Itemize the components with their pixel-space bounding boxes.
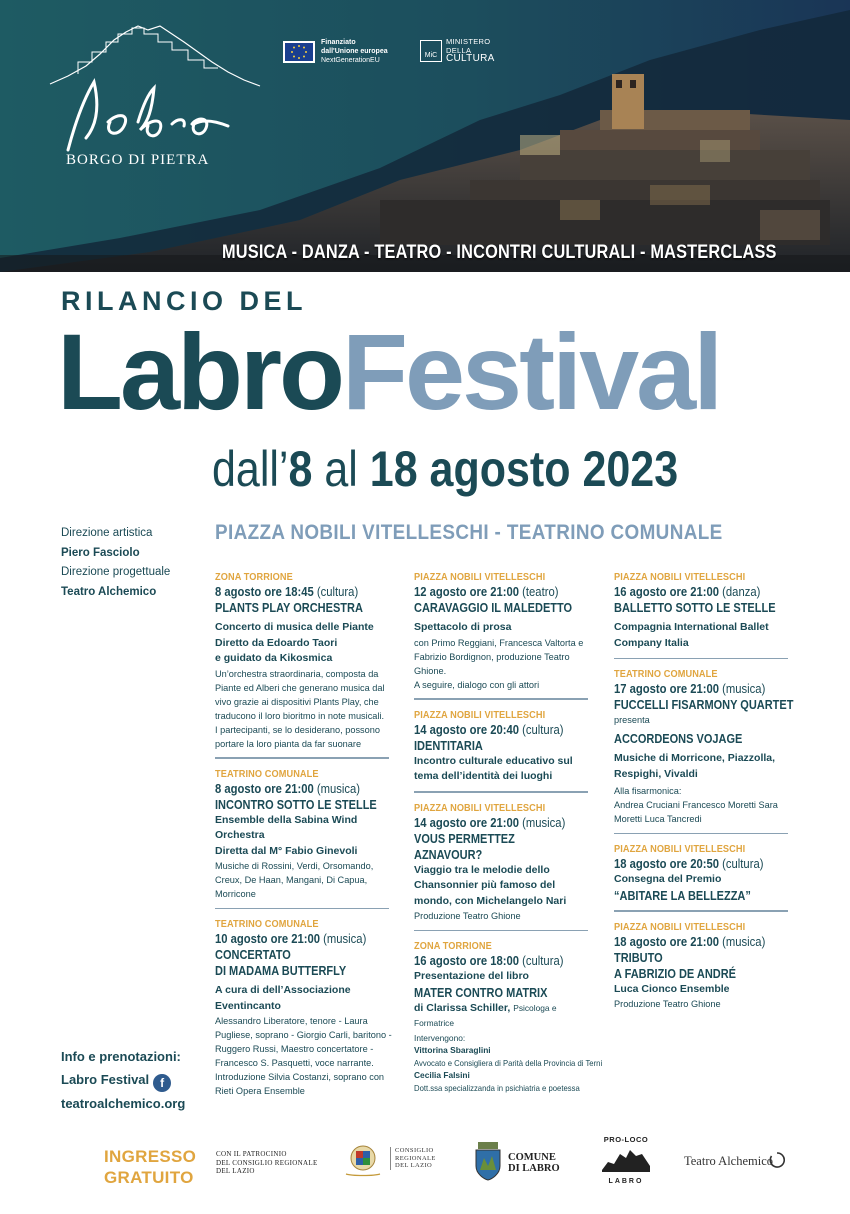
event-date-time: 18 agosto ore 20:50 bbox=[614, 857, 720, 871]
event-description: Alla fisarmonica: bbox=[614, 786, 682, 796]
event-abitare-bellezza bbox=[614, 843, 794, 912]
event-description: Intervengono: bbox=[414, 1032, 466, 1043]
event-category: (musica) bbox=[722, 682, 766, 696]
event-date-time: 8 agosto ore 18:45 bbox=[215, 585, 314, 599]
event-description: Andrea Cruciani Francesco Moretti Sara Moretti Luca Tancredi bbox=[614, 800, 778, 824]
event-aznavour bbox=[414, 802, 594, 932]
event-title: CONCERTATO bbox=[215, 948, 291, 962]
event-title: CARAVAGGIO IL MALEDETTO bbox=[414, 601, 573, 615]
event-balletto bbox=[614, 571, 794, 659]
event-date bbox=[215, 931, 377, 947]
labro-logo bbox=[48, 22, 268, 172]
logo-subtitle: BORGO DI PIETRA bbox=[66, 152, 210, 168]
comune-line2: DI LABRO bbox=[508, 1163, 560, 1174]
event-author bbox=[414, 1001, 594, 1032]
patrocinio-line2: DEL CONSIGLIO REGIONALE bbox=[216, 1158, 318, 1167]
rilancio-heading: RILANCIO DEL bbox=[61, 286, 307, 316]
info-block bbox=[61, 1045, 185, 1115]
dir-art-name: Piero Fasciolo bbox=[61, 546, 140, 559]
dates-middle: al bbox=[312, 441, 370, 497]
event-title: VOUS PERMETTEZ bbox=[414, 831, 515, 846]
event-subtitle: Compagnia International Ballet Company Italia bbox=[614, 621, 769, 649]
village-outline-icon bbox=[48, 22, 268, 152]
event-category: (musica) bbox=[316, 781, 361, 796]
patrocinio-line3: DEL LAZIO bbox=[216, 1167, 255, 1175]
event-date bbox=[215, 584, 377, 600]
event-description: Musiche di Rossini, Verdi, Orsomando, Creux, De Haan, Mangani, Di Capua, Morricone bbox=[215, 861, 374, 899]
event-date-time: 14 agosto ore 21:00 bbox=[414, 815, 520, 830]
event-location: PIAZZA NOBILI VITELLESCHI bbox=[414, 802, 546, 814]
event-date-time: 14 agosto ore 20:40 bbox=[414, 722, 520, 737]
event-category: (musica) bbox=[323, 932, 367, 946]
event-location: PIAZZA NOBILI VITELLESCHI bbox=[614, 921, 746, 933]
speaker-name: Cecilia Falsini bbox=[414, 1070, 470, 1080]
event-location: TEATRINO COMUNALE bbox=[614, 669, 718, 680]
proloco-bottom: LABRO bbox=[608, 1178, 644, 1185]
dir-art-label: Direzione artistica bbox=[61, 527, 153, 539]
teatro-alchemico-logo bbox=[684, 1152, 785, 1169]
event-description: A seguire, dialogo con gli attori bbox=[414, 679, 540, 690]
event-date bbox=[414, 722, 576, 738]
ministry-text bbox=[446, 38, 495, 64]
mic-line2: DELLA bbox=[446, 45, 472, 55]
disciplines-line: MUSICA - DANZA - TEATRO - INCONTRI CULTURALI - MASTERCLASS bbox=[222, 242, 777, 263]
ingresso-line2: GRATUITO bbox=[104, 1168, 194, 1187]
event-title: ACCORDEONS VOJAGE bbox=[614, 732, 743, 746]
event-location: PIAZZA NOBILI VITELLESCHI bbox=[614, 572, 746, 583]
program-column-3 bbox=[614, 571, 794, 1028]
festival-title bbox=[57, 311, 721, 432]
direction-credits bbox=[61, 524, 170, 602]
event-subtitle: Presentazione del libro bbox=[414, 970, 529, 982]
event-location: ZONA TORRIONE bbox=[414, 941, 492, 952]
event-title: DI MADAMA BUTTERFLY bbox=[215, 964, 347, 978]
event-date-time: 18 agosto ore 21:00 bbox=[614, 934, 720, 949]
event-author-role: Psicologa e Formatrice bbox=[414, 1002, 557, 1028]
event-title: MATER CONTRO MATRIX bbox=[414, 985, 548, 1000]
eu-funding-badge bbox=[283, 38, 388, 65]
event-location: ZONA TORRIONE bbox=[215, 572, 293, 583]
event-date bbox=[614, 584, 776, 600]
event-description: Produzione Teatro Ghione bbox=[414, 911, 521, 921]
patronage-text bbox=[216, 1150, 318, 1176]
proloco-top: PRO-LOCO bbox=[603, 1135, 649, 1144]
event-author-name: di Clarissa Schiller, bbox=[414, 1001, 511, 1014]
event-date-time: 16 agosto ore 21:00 bbox=[614, 585, 720, 599]
patrocinio-line1: CON IL PATROCINIO bbox=[216, 1150, 287, 1158]
consiglio-line3: DEL LAZIO bbox=[395, 1162, 433, 1169]
event-date bbox=[414, 815, 576, 831]
event-category: (cultura) bbox=[522, 722, 564, 737]
event-title: TRIBUTO bbox=[614, 950, 663, 965]
event-subtitle: Incontro culturale educativo sul tema dell’identità dei luoghi bbox=[414, 754, 573, 782]
venue-line: PIAZZA NOBILI VITELLESCHI - TEATRINO COMUNALE bbox=[215, 521, 723, 544]
regional-council-crest-icon bbox=[342, 1142, 384, 1183]
proloco-logo bbox=[600, 1135, 652, 1185]
comune-line1: COMUNE bbox=[508, 1152, 556, 1163]
speaker-role: Avvocato e Consigliera di Parità della Provincia di Terni bbox=[414, 1057, 603, 1068]
event-location: PIAZZA NOBILI VITELLESCHI bbox=[414, 709, 546, 721]
facebook-label: Labro Festival bbox=[61, 1072, 150, 1087]
event-description: Alessandro Liberatore, tenore - Laura Pugliese, soprano - Giorgio Carli, baritono - Ruggero Russi, Maestro concertatore - Francesco S. Pasquetti, voce narrante. Introduzione Silvia Costanzi, soprano con Rieti Opera Ensemble bbox=[215, 1016, 392, 1096]
event-title: BALLETTO SOTTO LE STELLE bbox=[614, 601, 776, 615]
event-category: (danza) bbox=[722, 585, 761, 599]
event-location: TEATRINO COMUNALE bbox=[215, 768, 319, 780]
event-subtitle: Spettacolo di prosa bbox=[414, 621, 512, 633]
festival-dates bbox=[212, 441, 679, 497]
event-title: “ABITARE LA BELLEZZA” bbox=[614, 888, 751, 903]
speaker-role: Dott.ssa specializzanda in psichiatria e poetessa bbox=[414, 1082, 580, 1093]
program-column-1 bbox=[215, 571, 395, 1115]
event-date-time: 10 agosto ore 21:00 bbox=[215, 932, 321, 946]
event-date bbox=[614, 856, 776, 872]
event-subtitle: Consegna del Premio bbox=[614, 873, 722, 885]
event-date bbox=[414, 584, 576, 600]
event-mater-matrix bbox=[414, 940, 603, 1102]
website-link[interactable]: teatroalchemico.org bbox=[61, 1096, 186, 1111]
event-subtitle: Concerto di musica delle Piante bbox=[215, 621, 374, 633]
event-category: (teatro) bbox=[522, 585, 559, 599]
event-description: presenta bbox=[614, 715, 650, 725]
event-date-time: 17 agosto ore 21:00 bbox=[614, 682, 720, 696]
comune-text bbox=[508, 1152, 560, 1174]
dir-prog-name: Teatro Alchemico bbox=[61, 585, 157, 598]
event-subtitle: Luca Cionco Ensemble bbox=[614, 982, 730, 995]
dates-end: 18 agosto 2023 bbox=[369, 441, 679, 497]
event-description: con Primo Reggiani, Francesca Valtorta e Fabrizio Bordignon, produzione Teatro Ghione. bbox=[414, 637, 584, 676]
event-subtitle: Musiche di Morricone, Piazzolla, Respighi, Vivaldi bbox=[614, 752, 776, 780]
event-title: IDENTITARIA bbox=[414, 738, 483, 753]
facebook-link[interactable] bbox=[61, 1068, 185, 1092]
program-column-2 bbox=[414, 571, 603, 1111]
event-date-time: 8 agosto ore 21:00 bbox=[215, 781, 314, 796]
mic-badge-text: MiC bbox=[424, 51, 438, 59]
eu-line3: NextGenerationEU bbox=[321, 57, 380, 64]
event-category: (cultura) bbox=[316, 585, 359, 599]
event-incontro-stelle bbox=[215, 768, 395, 910]
header-banner bbox=[0, 0, 850, 272]
dir-prog-label: Direzione progettuale bbox=[61, 566, 171, 578]
ingresso-line1: INGRESSO bbox=[104, 1147, 197, 1166]
event-date bbox=[614, 681, 776, 697]
event-subtitle: Viaggio tra le melodie dello Chansonnier più famoso del mondo, con Michelangelo Nari bbox=[414, 863, 567, 907]
event-title: FUCCELLI FISARMONY QUARTET bbox=[614, 698, 794, 712]
event-date bbox=[414, 953, 576, 969]
event-subtitle: A cura di dell’Associazione Eventincanto bbox=[215, 984, 351, 1012]
eu-flag-icon bbox=[283, 41, 315, 63]
event-madama-butterfly bbox=[215, 918, 395, 1106]
event-title: PLANTS PLAY ORCHESTRA bbox=[215, 601, 363, 615]
consiglio-line1: CONSIGLIO bbox=[395, 1147, 434, 1154]
event-category: (musica) bbox=[722, 934, 766, 949]
free-entry-label bbox=[104, 1146, 196, 1188]
comune-crest-icon bbox=[472, 1140, 504, 1187]
eu-line1: Finanziato bbox=[321, 39, 356, 46]
event-identitaria bbox=[414, 709, 594, 793]
info-label: Info e prenotazioni: bbox=[61, 1049, 181, 1064]
speaker-name: Vittorina Sbaraglini bbox=[414, 1045, 491, 1055]
event-location: TEATRINO COMUNALE bbox=[215, 919, 319, 930]
event-description: I partecipanti, se lo desiderano, possono portare la loro pianta da far suonare bbox=[215, 724, 380, 749]
dates-prefix: dall’ bbox=[212, 441, 289, 497]
facebook-icon: f bbox=[153, 1074, 171, 1092]
proloco-village-icon bbox=[600, 1144, 652, 1174]
event-description: Un’orchestra straordinaria, composta da Piante ed Alberi che generano musica dal vivo grazie ai dispositivi Plants Play, che traducono il loro bioritmo in note musicali. bbox=[215, 668, 385, 721]
dates-start: 8 bbox=[288, 441, 313, 497]
event-caravaggio bbox=[414, 571, 594, 700]
event-fisarmony bbox=[614, 668, 794, 834]
event-subtitle: e guidato da Kikosmica bbox=[215, 652, 333, 664]
mic-line3: CULTURA bbox=[446, 53, 495, 64]
event-date bbox=[215, 781, 377, 797]
regional-council-text bbox=[390, 1147, 436, 1170]
event-title: INCONTRO SOTTO LE STELLE bbox=[215, 797, 377, 812]
ministry-badge bbox=[420, 38, 495, 64]
consiglio-line2: REGIONALE bbox=[395, 1154, 436, 1162]
event-title: A FABRIZIO DE ANDRÉ bbox=[614, 966, 737, 981]
event-location: PIAZZA NOBILI VITELLESCHI bbox=[614, 844, 746, 855]
event-date bbox=[614, 934, 776, 950]
event-date-time: 12 agosto ore 21:00 bbox=[414, 585, 520, 599]
event-title: AZNAVOUR? bbox=[414, 847, 483, 862]
event-plants-play bbox=[215, 571, 395, 759]
event-subtitle: Diretto da Edoardo Taori bbox=[215, 636, 338, 649]
eu-line2: dall'Unione europea bbox=[321, 48, 388, 55]
mic-logo-icon bbox=[420, 40, 442, 62]
event-category: (cultura) bbox=[722, 857, 764, 871]
event-subtitle: Diretta dal M° Fabio Ginevoli bbox=[215, 844, 358, 857]
event-description: Produzione Teatro Ghione bbox=[614, 999, 721, 1009]
event-category: (cultura) bbox=[522, 954, 564, 968]
event-de-andre bbox=[614, 921, 794, 1020]
teatro-ring-icon bbox=[769, 1152, 785, 1168]
event-category: (musica) bbox=[522, 815, 566, 830]
event-subtitle: Ensemble della Sabina Wind Orchestra bbox=[215, 813, 358, 841]
event-date-time: 16 agosto ore 18:00 bbox=[414, 954, 520, 968]
event-location: PIAZZA NOBILI VITELLESCHI bbox=[414, 572, 546, 583]
title-labro: Labro bbox=[57, 311, 343, 432]
title-festival: Festival bbox=[342, 311, 721, 432]
teatro-logo-text: Teatro Alchemico bbox=[684, 1154, 774, 1168]
mic-line1: MINISTERO bbox=[446, 37, 491, 46]
eu-funding-text bbox=[321, 38, 388, 65]
